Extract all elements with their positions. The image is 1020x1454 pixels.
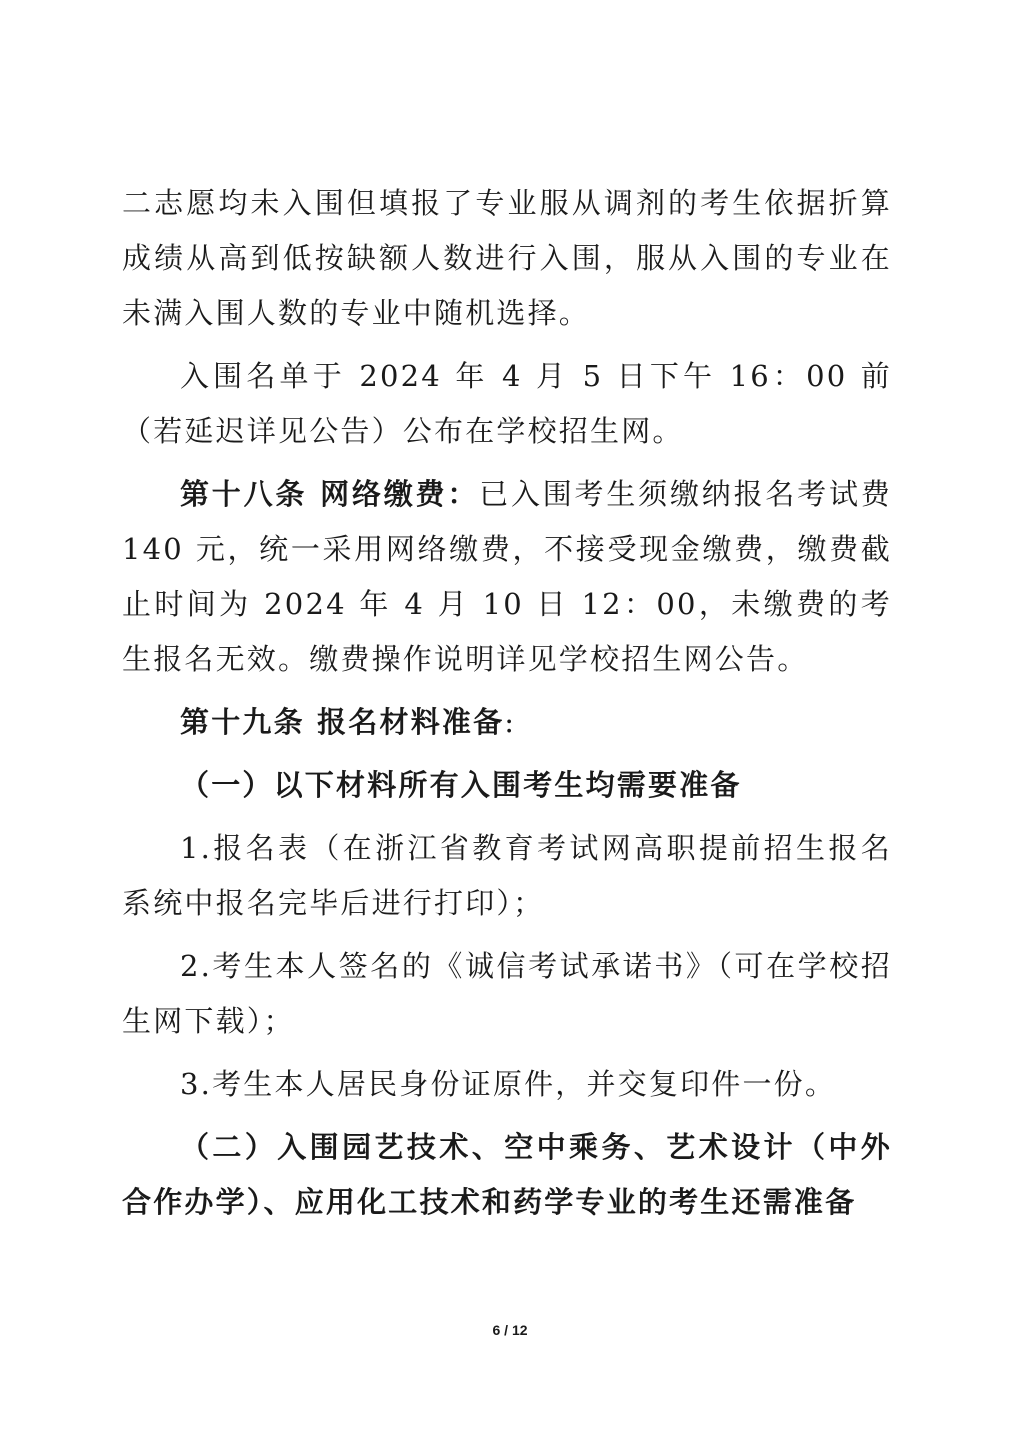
article-18-body: 已入围考生须缴纳报名考试费 140 元，统一采用网络缴费，不接受现金缴费，缴费截止时间为 2024 年 4 月 10 日 12：00，未缴费的考生报名无效。缴费操作说明详见学校招生网公告。 — [122, 477, 892, 676]
paragraph-article-19 — [122, 695, 892, 750]
list-item-3: 3.考生本人居民身份证原件，并交复印件一份。 — [180, 1067, 837, 1101]
article-19-colon: : — [504, 705, 517, 739]
paragraph-article-18 — [122, 467, 892, 687]
paragraph-1: 二志愿均未入围但填报了专业服从调剂的考生依据折算成绩从高到低按缺额人数进行入围，服从入围的专业在未满入围人数的专业中随机选择。 — [122, 186, 892, 330]
page-number: 6 / 12 — [492, 1322, 528, 1338]
list-item-1: 1.报名表（在浙江省教育考试网高职提前招生报名系统中报名完毕后进行打印）； — [122, 831, 892, 920]
list-item-2: 2.考生本人签名的《诚信考试承诺书》（可在学校招生网下载）； — [122, 949, 892, 1038]
article-19-heading: 第十九条 报名材料准备 — [180, 705, 505, 739]
document-body — [122, 176, 892, 1230]
paragraph-2: 入围名单于 2024 年 4 月 5 日下午 16：00 前（若延迟详见公告）公布在学校招生网。 — [122, 359, 892, 448]
article-18-heading: 第十八条 网络缴费： — [180, 477, 480, 511]
subsection-2-heading: （二）入围园艺技术、空中乘务、艺术设计（中外合作办学）、应用化工技术和药学专业的考生还需准备 — [122, 1130, 892, 1219]
subsection-1-heading: （一）以下材料所有入围考生均需要准备 — [180, 768, 742, 802]
